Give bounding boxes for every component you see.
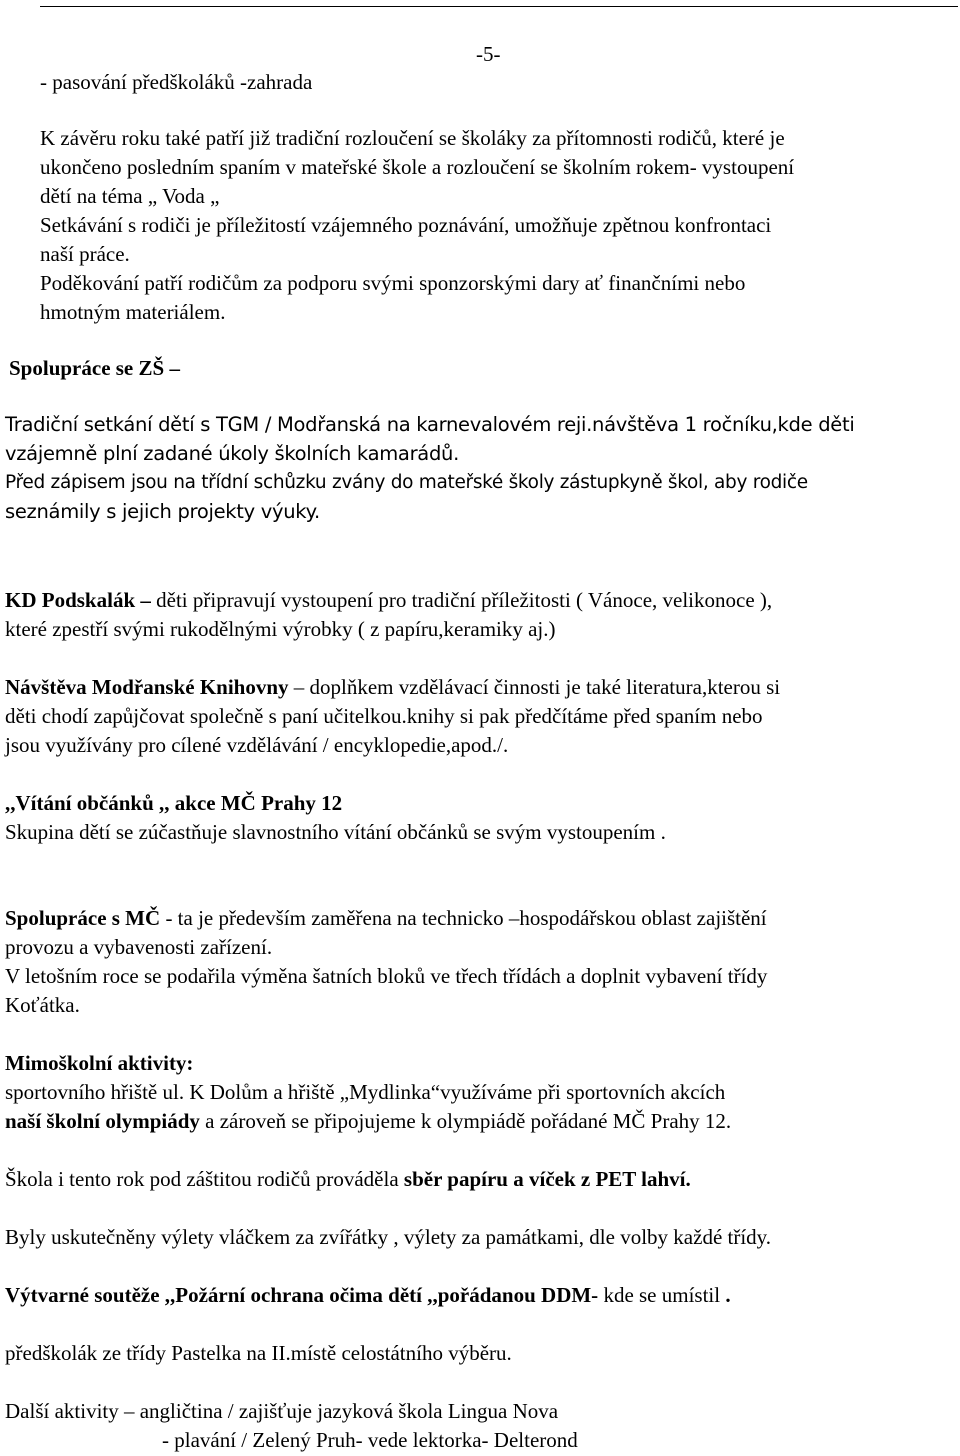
closing-line: ukončeno posledním spaním v mateřské škole a rozloučení se školním rokem- vystoupení [40, 155, 795, 179]
mc-line: V letošním roce se podařila výměna šatních bloků ve třech třídách a doplnit vybavení třídy [5, 964, 768, 988]
closing-line: hmotným materiálem. [40, 300, 226, 324]
section-heading-library: Návštěva Modřanské Knihovny [5, 675, 289, 699]
kd-line: KD Podskalák – děti připravují vystoupení pro tradiční příležitosti ( Vánoce, velikonoce ), [5, 588, 773, 612]
trips-line: Byly uskutečněny výlety vláčkem za zvířátky , výlety za památkami, dle volby každé třídy. [5, 1225, 772, 1249]
section-heading-zs: Spolupráce se ZŠ – [9, 356, 180, 380]
zs-line: vzájemně plní zadané úkoly školních kamarádů. [5, 442, 459, 465]
library-line: jsou využívány pro cílené vzdělávání / encyklopedie,apod./. [5, 733, 509, 757]
section-heading-mc: Spolupráce s MČ [5, 906, 161, 930]
library-line: děti chodí zapůjčovat společně s paní učitelkou.knihy si pak předčítáme před spaním nebo [5, 704, 763, 728]
closing-line: Setkávání s rodiči je příležitostí vzájemného poznávání, umožňuje zpětnou konfrontaci [40, 213, 772, 237]
welcome-line: Skupina dětí se zúčastňuje slavnostního vítání občánků se svým vystoupením . [5, 820, 666, 844]
zs-line: Před zápisem jsou na třídní schůzku zvány do mateřské školy zástupkyně škol, aby rodiče [5, 472, 808, 493]
page-number: -5- [476, 42, 501, 66]
other-line: Další aktivity – angličtina / zajišťuje jazyková škola Lingua Nova [5, 1399, 559, 1423]
header-rule [40, 6, 958, 7]
mc-line: provozu a vybavenosti zařízení. [5, 935, 273, 959]
collection-line: Škola i tento rok pod záštitou rodičů prováděla sběr papíru a víček z PET lahví. [5, 1167, 691, 1191]
art-result-line: předškolák ze třídy Pastelka na II.místě celostátního výběru. [5, 1341, 512, 1365]
art-line: Výtvarné soutěže ,,Požární ochrana očima dětí ,,pořádanou DDM- kde se umístil . [5, 1283, 731, 1307]
other-line: - plavání / Zelený Pruh- vede lektorka- Delterond [162, 1428, 578, 1452]
closing-line: dětí na téma „ Voda „ [40, 184, 220, 208]
closing-line: Poděkování patří rodičům za podporu svými sponzorskými dary ať finančními nebo [40, 271, 746, 295]
section-heading-kd: KD Podskalák – [5, 588, 151, 612]
library-line: Návštěva Modřanské Knihovny – doplňkem vzdělávací činnosti je také literatura,kterou si [5, 675, 781, 699]
intro-line: - pasování předškoláků -zahrada [40, 70, 313, 94]
zs-line: seznámily s jejich projekty výuky. [5, 500, 320, 523]
closing-line: K závěru roku také patří již tradiční rozloučení se školáky za přítomnosti rodičů, které je [40, 126, 785, 150]
kd-line: které zpestří svými rukodělnými výrobky ( z papíru,keramiky aj.) [5, 617, 556, 641]
extra-line: sportovního hřiště ul. K Dolům a hřiště „Mydlinka“využíváme při sportovních akcích [5, 1080, 726, 1104]
section-heading-welcome: ,,Vítání občánků ,, akce MČ Prahy 12 [5, 791, 343, 815]
closing-line: naší práce. [40, 242, 130, 266]
mc-line: Spolupráce s MČ - ta je především zaměřena na technicko –hospodářskou oblast zajištění [5, 906, 767, 930]
extra-line: naší školní olympiády a zároveň se připojujeme k olympiádě pořádané MČ Prahy 12. [5, 1109, 732, 1133]
section-heading-extra: Mimoškolní aktivity: [5, 1051, 194, 1075]
zs-line: Tradiční setkání dětí s TGM / Modřanská na karnevalovém reji.návštěva 1 ročníku,kde děti [5, 413, 855, 436]
mc-line: Koťátka. [5, 993, 80, 1017]
